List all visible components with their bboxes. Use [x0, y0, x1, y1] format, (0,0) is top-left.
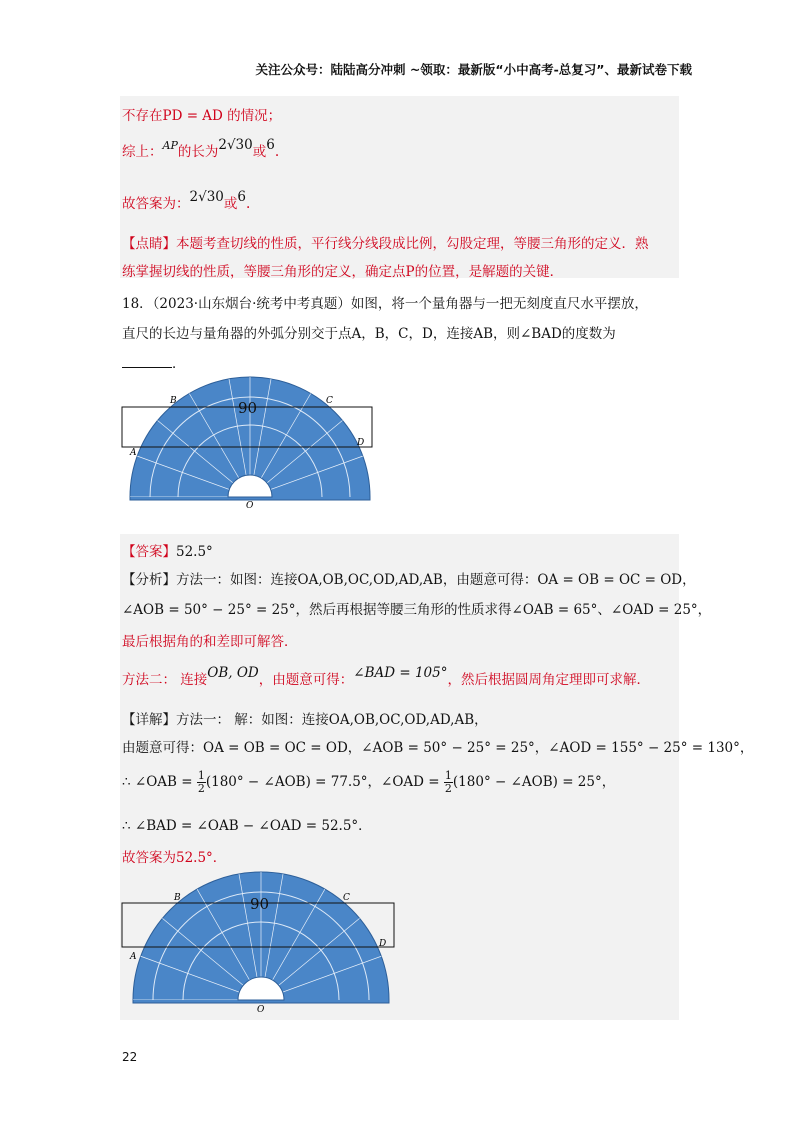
q18-line-3: ． [122, 352, 186, 372]
point-C: C [326, 396, 333, 406]
detail-line-2: 由题意可得：OA = OB = OC = OD，∠AOB = 50° − 25° = 25°，∠AOD = 155° − 25° = 130°， [122, 740, 754, 756]
point-B-2: B [174, 893, 181, 903]
point-O: O [246, 501, 254, 511]
prev-line-2: 综上：$^{AP}$的长为2√30或6. [122, 137, 280, 160]
point-D: D [357, 438, 365, 448]
point-A: A [130, 448, 137, 458]
fraction-half-2: $\frac{1}{2}$ [444, 769, 452, 795]
analysis-line-4: 方法二： 连接OB, OD，由题意可得：∠BAD = 105°，然后根据圆周角定理即可求解． [122, 665, 650, 688]
prev-line-5: 练掌握切线的性质，等腰三角形的定义，确定点P的位置，是解题的关键． [122, 264, 564, 280]
point-O-2: O [257, 1005, 265, 1015]
point-D-2: D [379, 939, 387, 949]
page-header: 关注公众号：陆陆高分冲刺 ~领取：最新版“小中高考-总复习”、最新试卷下载 [255, 62, 692, 77]
answer-line: 【答案】52.5° [122, 544, 213, 560]
analysis-line-2: ∠AOB = 50° − 25° = 25°，然后再根据等腰三角形的性质求得∠OAB = 65°、∠OAD = 25°， [122, 602, 712, 618]
detail-line-4: ∴ ∠BAD = ∠OAB − ∠OAD = 52.5°． [122, 818, 372, 834]
label-90: 90 [238, 399, 258, 417]
prev-line-1: 不存在PD = AD 的情况； [122, 108, 282, 124]
answer-blank [122, 367, 172, 368]
q18-line-1: 18．（2023·山东烟台·统考中考真题）如图，将一个量角器与一把无刻度直尺水平摆放， [122, 296, 648, 312]
detail-line-1: 【详解】方法一： 解：如图：连接OA,OB,OC,OD,AD,AB， [122, 712, 488, 728]
detail-line-5: 故答案为52.5°． [122, 850, 227, 866]
prev-line-3: 故答案为：2√30或6. [122, 189, 251, 212]
point-A-2: A [130, 952, 137, 962]
analysis-line-3: 最后根据角的和差即可解答． [122, 634, 298, 650]
protractor-figure-2 [120, 868, 400, 1018]
detail-line-3: ∴ ∠OAB = $\frac{1}{2}$ (180° − ∠AOB) = 77.5°，∠OAD = $\frac{1}{2}$ (180° − ∠AOB) = 25°， [122, 769, 616, 795]
protractor-figure-1 [120, 376, 380, 511]
label-90-2: 90 [250, 895, 270, 913]
analysis-line-1: 【分析】方法一：如图：连接OA,OB,OC,OD,AD,AB，由题意可得：OA = OB = OC = OD， [122, 572, 696, 588]
point-B: B [170, 396, 177, 406]
point-C-2: C [343, 893, 350, 903]
prev-line-4: 【点睛】本题考查切线的性质，平行线分线段成比例，勾股定理，等腰三角形的定义．熟 [122, 236, 649, 252]
page-number: 22 [122, 1050, 138, 1064]
q18-line-2: 直尺的长边与量角器的外弧分别交于点A，B，C，D，连接AB，则∠BAD的度数为 [122, 326, 616, 342]
fraction-half-1: $\frac{1}{2}$ [197, 769, 205, 795]
